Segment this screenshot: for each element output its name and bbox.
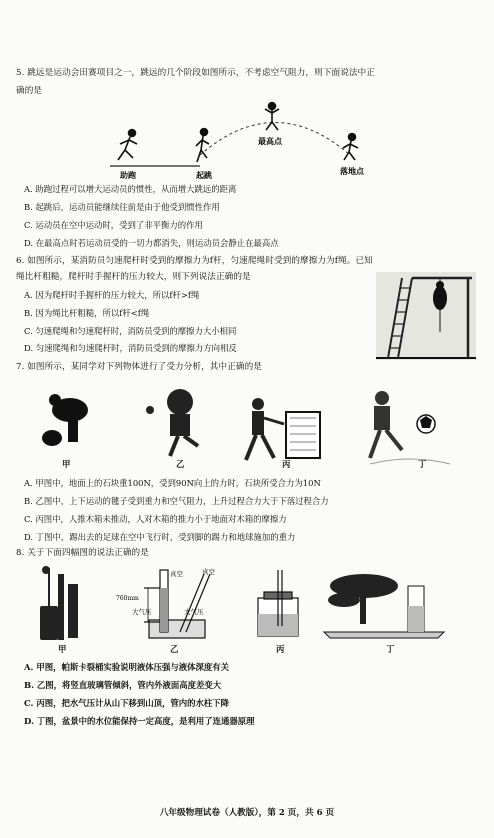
q8-label-jia: 甲 — [58, 644, 67, 654]
q5-option-d: D. 在最高点时若运动员受的一切力都消失，则运动员会静止在最高点 — [24, 238, 279, 248]
q7-stem: 7. 如图所示，某同学对下列物体进行了受力分析，其中正确的是 — [16, 362, 262, 372]
q5-label-takeoff: 起跳 — [196, 170, 212, 180]
q5-label-highest: 最高点 — [258, 136, 282, 146]
q8-option-d: D. 丁图，盆景中的水位能保持一定高度，是利用了连通器原理 — [24, 716, 255, 726]
q8-fig-vacuum1: 真空 — [170, 570, 183, 578]
q8-option-b: B. 乙图，将竖直玻璃管倾斜，管内外液面高度差变大 — [24, 680, 222, 690]
q7-figures — [30, 384, 470, 474]
q8-fig-atm1: 大气压 — [132, 608, 152, 616]
q7-option-a: A. 甲图中，地面上的石块重100N，受到90N向上的力时，石块所受合力为10N — [24, 478, 321, 488]
q7-label-ding: 丁 — [418, 459, 427, 469]
q8-option-c: C. 丙图，把水气压计从山下移到山顶，管内的水柱下降 — [24, 698, 229, 708]
q5-label-landing: 落地点 — [340, 166, 364, 176]
q7-label-jia: 甲 — [62, 459, 71, 469]
q5-stem-line2: 确的是 — [16, 86, 43, 96]
q5-long-jump-figure — [100, 100, 400, 180]
q7-option-c: C. 丙图中，人推木箱未推动，人对木箱的推力小于地面对木箱的摩擦力 — [24, 514, 287, 524]
q8-fig-height: 760mm — [116, 595, 139, 602]
q8-label-ding: 丁 — [386, 644, 395, 654]
q5-stem-line1: 5. 跳远是运动会田赛项目之一，跳远的几个阶段如图所示，不考虑空气阻力，则下面说法中正 — [16, 68, 375, 78]
q7-option-b: B. 乙图中，上下运动的毽子受到重力和空气阻力，上升过程合力大于下落过程合力 — [24, 496, 329, 506]
q6-option-b: B. 因为绳比杆粗糙，所以f杆<f绳 — [24, 308, 150, 318]
q8-fig-atm2: 大气压 — [184, 608, 204, 616]
q6-option-d: D. 匀速爬绳和匀速爬杆时，消防员受到的摩擦力方向相反 — [24, 343, 237, 353]
q7-label-bing: 丙 — [282, 459, 291, 469]
q8-fig-vacuum2: 真空 — [202, 568, 215, 576]
q5-option-c: C. 运动员在空中运动时，受到了非平衡力的作用 — [24, 220, 203, 230]
q5-option-b: B. 起跳后，运动员能继续往前是由于他受到惯性作用 — [24, 202, 220, 212]
q8-figures — [34, 566, 454, 642]
q7-label-yi: 乙 — [176, 459, 185, 469]
q6-option-a: A. 因为爬杆时手握杆的压力较大，所以f杆>f绳 — [24, 290, 200, 300]
q5-option-a: A. 助跑过程可以增大运动员的惯性，从而增大跳远的距离 — [24, 184, 237, 194]
q8-stem: 8. 关于下面四幅图的说法正确的是 — [16, 548, 149, 558]
q8-label-bing: 丙 — [276, 644, 285, 654]
q5-label-run: 助跑 — [120, 170, 136, 180]
q8-label-yi: 乙 — [170, 644, 179, 654]
q6-option-c: C. 匀速爬绳和匀速爬杆时，消防员受到的摩擦力大小相同 — [24, 326, 237, 336]
q7-option-d: D. 丁图中，踢出去的足球在空中飞行时，受到脚的踢力和地球施加的重力 — [24, 532, 296, 542]
page-footer: 八年级物理试卷（人教版），第 2 页，共 6 页 — [159, 808, 335, 818]
q6-climbing-figure — [376, 272, 476, 360]
q6-stem-line1: 6. 如图所示，某消防员匀速爬杆时受到的摩擦力为f杆，匀速爬绳时受到的摩擦力为f绳。已知 — [16, 256, 373, 266]
q8-option-a: A. 甲图，帕斯卡裂桶实验说明液体压强与液体深度有关 — [24, 662, 229, 672]
q6-stem-line2: 绳比杆粗糙，爬杆时手握杆的压力较大，则下列说法正确的是 — [16, 272, 251, 282]
